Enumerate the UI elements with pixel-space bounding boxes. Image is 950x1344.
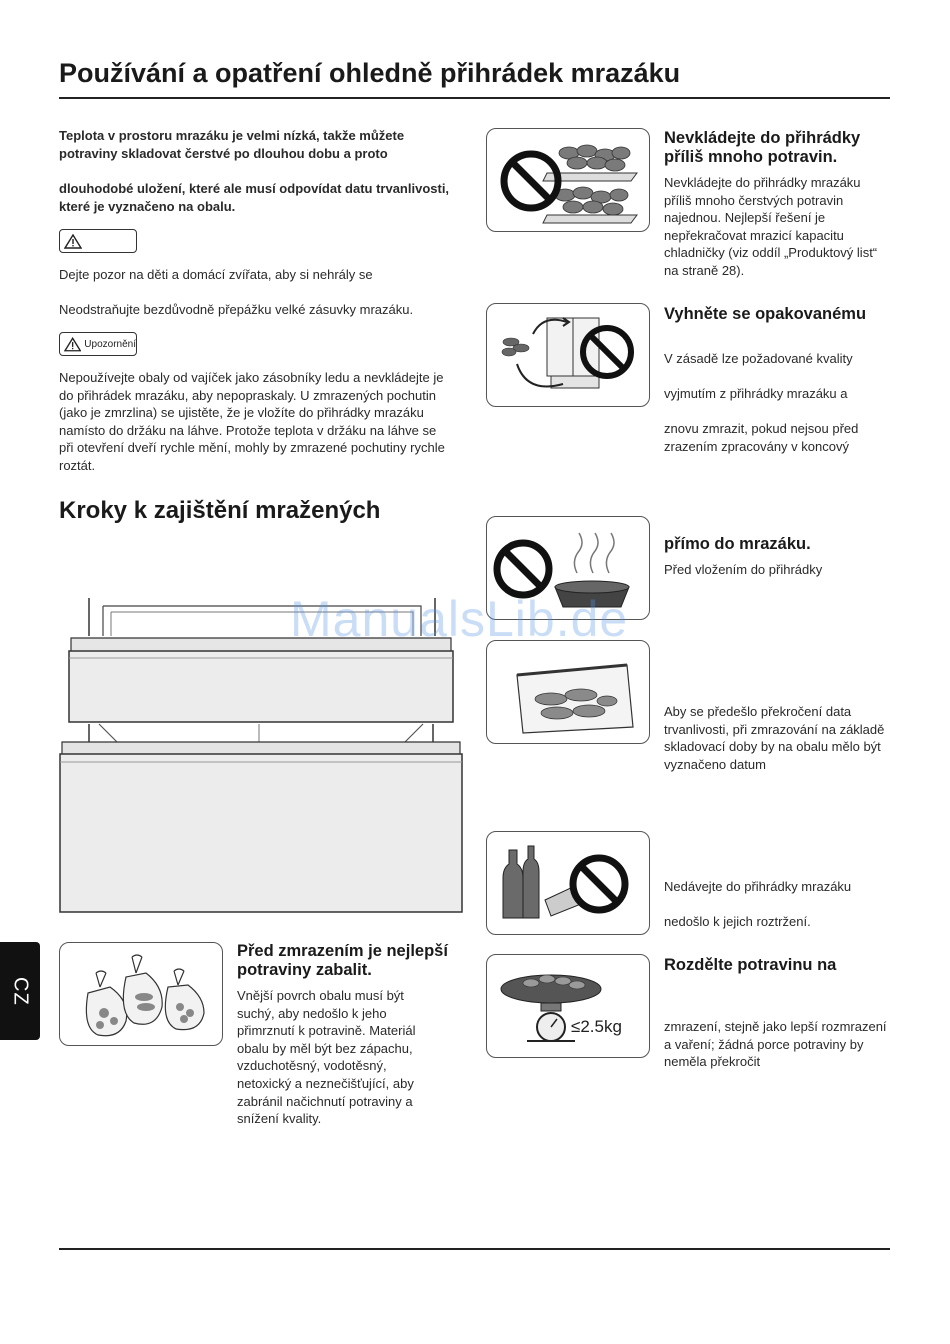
block2-line1: V zásadě lze požadované kvality (664, 351, 853, 366)
block4-body: Aby se předešlo překročení data trvanlivosti, při zmrazování na základě skladovací doby by na obalu mělo být vyznačeno datum (664, 704, 885, 772)
block5-line1: Nedávejte do přihrádky mrazáku (664, 879, 852, 894)
section-title: Kroky k zajištění mražených (59, 497, 381, 524)
language-tab-label: CZ (9, 976, 32, 1006)
language-tab (0, 942, 40, 1040)
caution-badge (59, 332, 137, 356)
block6-heading: Rozdělte potravinu na (664, 956, 837, 974)
packing-body: Vnější povrch obalu musí být suchý, aby nedošlo k jeho přimrznutí k potravině. Materiál obalu by měl být bez zápachu, vzduchotěsný, vodotěsný, netoxický a neznečišťující, aby zabránil načichnutí potraviny a snížení kvality. (237, 988, 416, 1127)
page-title: Používání a opatření ohledně přihrádek mrazáku (59, 58, 681, 88)
intro-paragraph-1: Teplota v prostoru mrazáku je velmi nízká, takže můžete potraviny skladovat čerstvé po dlouhou dobu a proto (59, 128, 405, 161)
block1-heading: Nevkládejte do přihrádky příliš mnoho potravin. (664, 129, 861, 166)
warning-triangle-icon (64, 234, 82, 249)
block2-line3: znovu zmrazit, pokud nejsou před zrazením zpracovány v koncový (664, 421, 859, 454)
intro-paragraph-2: dlouhodobé uložení, které ale musí odpovídat datu trvanlivosti, které je vyznačeno na obalu. (59, 181, 450, 214)
scale-weight-label: ≤2.5kg (571, 1017, 622, 1036)
warning-triangle-icon (64, 337, 81, 352)
block3-body: Před vložením do přihrádky (664, 562, 823, 577)
warning-badge (59, 229, 137, 253)
overloaded-shelves-illustration (486, 128, 650, 232)
caution-text: Nepoužívejte obaly od vajíček jako zásobníky ledu a nevkládejte je do přihrádek mrazáku, aby nepopraskaly. U zmrazených pochutin (jako je zmrzlina) se ujistěte, že je vložíte do přihrádky mrazáku namísto do držáku na láhve. Protože teplota v držáku na láhve se při otevření dveří rychle mění, mohly by zmrazené pochutiny rychle roztát. (59, 370, 445, 473)
warning-text-divider: Neodstraňujte bezdůvodně přepážku velké zásuvky mrazáku. (59, 302, 414, 317)
top-divider (59, 97, 890, 99)
bottom-divider (59, 1248, 890, 1250)
warning-text-children: Dejte pozor na děti a domácí zvířata, aby si nehrály se (59, 267, 373, 282)
no-entry-icon (497, 543, 549, 595)
block3-heading: přímo do mrazáku. (664, 535, 811, 553)
refreezing-illustration (486, 303, 650, 407)
bottles-illustration (486, 831, 650, 935)
caution-label: Upozornění (84, 338, 136, 350)
block5-line2: nedošlo k jejich roztržení. (664, 914, 811, 929)
labelled-bag-illustration (486, 640, 650, 744)
watermark: ManualsLib.de (290, 591, 629, 647)
block2-line2: vyjmutím z přihrádky mrazáku a (664, 386, 848, 401)
block6-body: zmrazení, stejně jako lepší rozmrazení a vaření; žádná porce potraviny by neměla překročit (664, 1019, 887, 1070)
food-bags-illustration (59, 942, 223, 1046)
scale-illustration (486, 954, 650, 1058)
block1-body: Nevkládejte do přihrádky mrazáku příliš mnoho čerstvých potravin najednou. Nejlepší řešení je nepřekračovat mrazicí kapacitu chladničky (viz oddíl „Produktový list“ na straně 28). (664, 175, 878, 278)
packing-heading: Před zmrazením je nejlepší potraviny zabalit. (237, 942, 448, 979)
no-entry-icon (573, 858, 625, 910)
block2-heading: Vyhněte se opakovanému (664, 305, 867, 323)
